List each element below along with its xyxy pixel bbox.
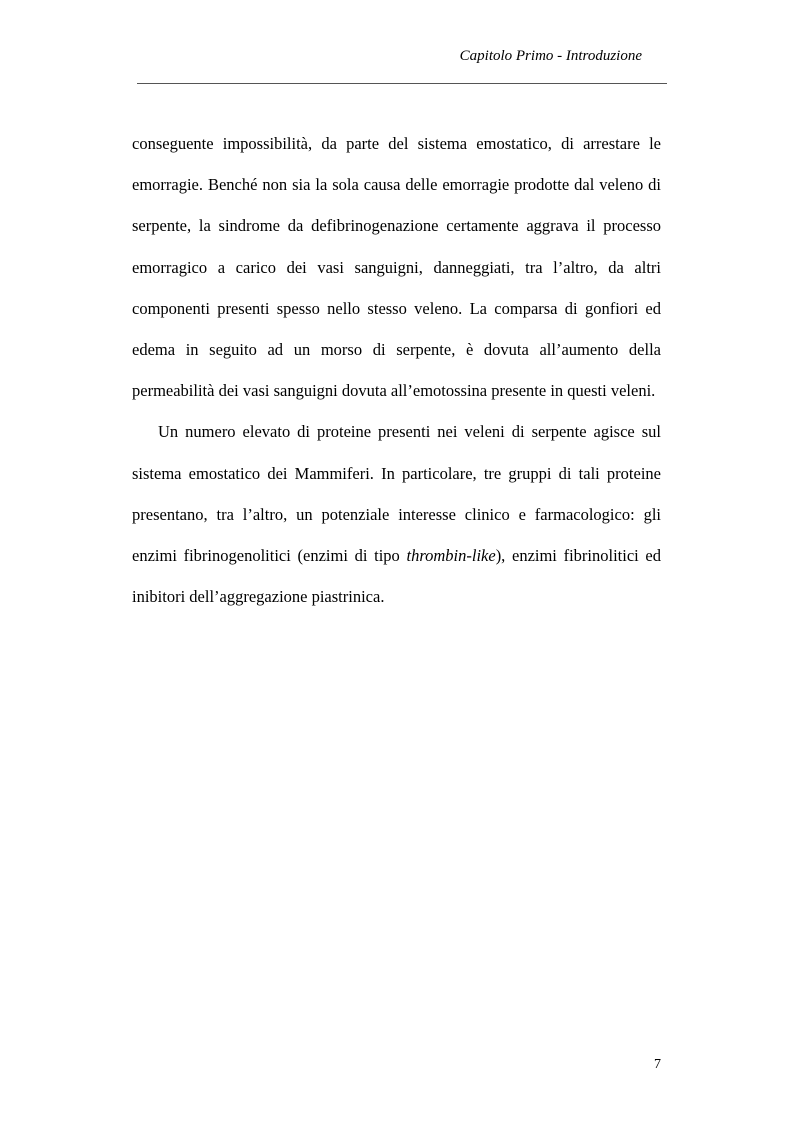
page-number: 7	[654, 1057, 661, 1072]
running-header: Capitolo Primo - Introduzione	[459, 48, 642, 64]
italic-term: thrombin-like	[406, 546, 496, 566]
body-text	[132, 123, 661, 617]
header-rule	[137, 83, 667, 84]
paragraph-1: conseguente impossibilità, da parte del sistema emostatico, di arrestare le emorragie. Benché non sia la sola causa delle emorragie prodotte dal veleno di serpente, la sindrome da defibrinogenazione certamente aggrava il processo emorragico a carico dei vasi sanguigni, danneggiati, tra l’altro, da altri componenti presenti spesso nello stesso veleno. La comparsa di gonfiori ed edema in seguito ad un morso di serpente, è dovuta all’aumento della permeabilità dei vasi sanguigni dovuta all’emotossina presente in questi veleni.	[132, 134, 661, 401]
paragraph-2	[132, 411, 661, 617]
paragraph-2-text-before: Un numero elevato di proteine presenti nei veleni di serpente agisce sul sistema emostatico dei Mammiferi. In particolare, tre gruppi di tali proteine presentano, tra l’altro, un potenziale interesse clinico e farmacologico: gli enzimi fibrinogenolitici (enzimi di tipo	[132, 422, 661, 566]
paragraph-2-text-after: ), enzimi fibrinolitici ed inibitori dell’aggregazione piastrinica.	[132, 546, 662, 607]
